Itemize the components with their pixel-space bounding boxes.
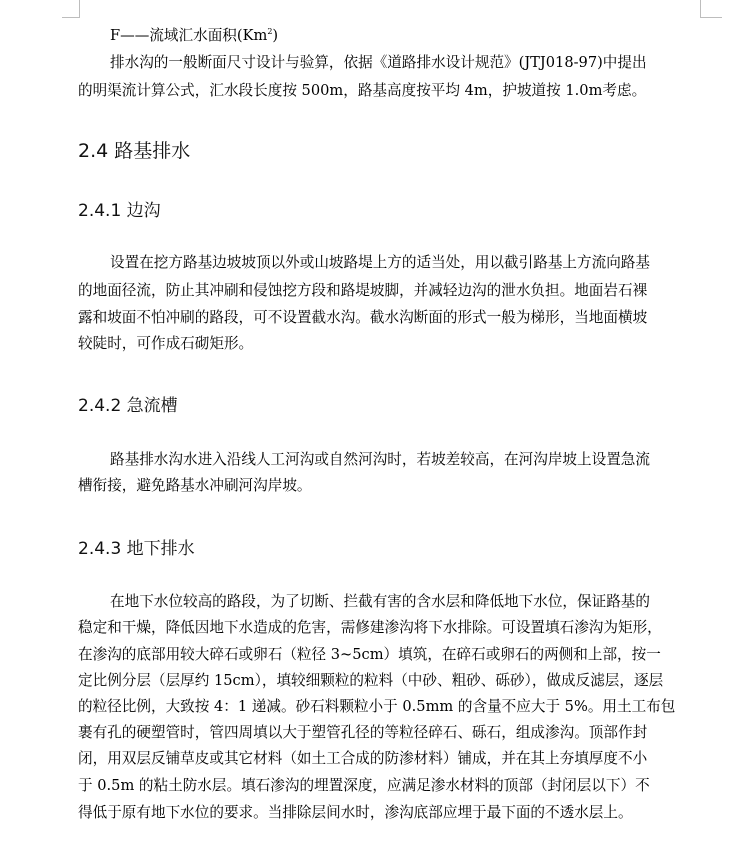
page-corner-mark	[700, 17, 722, 18]
paragraph-line: 在渗沟的底部用较大碎石或卵石（粒径 3~5cm）填筑，在碎石或卵石的两侧和上部，按一	[78, 646, 661, 663]
paragraph-line: 于 0.5m 的粘土防水层。填石渗沟的埋置深度，应满足渗水材料的顶部（封闭层以下）不	[78, 777, 650, 794]
section-heading-2-4-3: 2.4.3 地下排水	[78, 539, 195, 559]
paragraph-line: 的明渠流计算公式，汇水段长度按 500m，路基高度按平均 4m，护坡道按 1.0m考虑。	[78, 82, 647, 99]
page-corner-mark	[700, 0, 701, 17]
section-heading-2-4-2: 2.4.2 急流槽	[78, 396, 178, 416]
paragraph-line: 在地下水位较高的路段，为了切断、拦截有害的含水层和降低地下水位，保证路基的	[110, 593, 650, 610]
paragraph-line: 的粒径比例，大致按 4：1 递减。砂石料颗粒小于 0.5mm 的含量不应大于 5%。用土工布包	[78, 698, 676, 715]
paragraph-line: 较陡时，可作成石砌矩形。	[78, 335, 254, 352]
formula-note: F——流域汇水面积(Km$^2$)	[110, 27, 279, 44]
paragraph-line: 路基排水沟水进入沿线人工河沟或自然河沟时，若坡差较高，在河沟岸坡上设置急流	[110, 451, 650, 468]
paragraph-line: 设置在挖方路基边坡坡顶以外或山坡路堤上方的适当处，用以截引路基上方流向路基	[110, 254, 650, 271]
page-corner-mark	[79, 0, 80, 17]
paragraph-line: 裹有孔的硬塑管时，管四周填以大于塑管孔径的等粒径碎石、砾石，组成渗沟。顶部作封	[78, 724, 648, 741]
paragraph-line: 得低于原有地下水位的要求。当排除层间水时，渗沟底部应埋于最下面的不透水层上。	[78, 804, 633, 821]
paragraph-line: 的地面径流，防止其冲刷和侵蚀挖方段和路堤坡脚，并减轻边沟的泄水负担。地面岩石裸	[78, 282, 648, 299]
section-heading-2-4-1: 2.4.1 边沟	[78, 201, 161, 221]
page-corner-mark	[62, 17, 80, 18]
section-heading-2-4: 2.4 路基排水	[78, 140, 191, 162]
paragraph-line: 排水沟的一般断面尺寸设计与验算，依据《道路排水设计规范》(JTJ018-97)中提出	[110, 54, 647, 71]
paragraph-line: 定比例分层（层厚约 15cm），填较细颗粒的粒料（中砂、粗砂、砾砂），做成反滤层，逐层	[78, 672, 664, 689]
paragraph-line: 稳定和干燥，降低因地下水造成的危害，需修建渗沟将下水排除。可设置填石渗沟为矩形，	[78, 619, 662, 636]
paragraph-line: 露和坡面不怕冲刷的路段，可不设置截水沟。截水沟断面的形式一般为梯形，当地面横坡	[78, 309, 648, 326]
paragraph-line: 闭，用双层反铺草皮或其它材料（如土工合成的防渗材料）铺成，并在其上夯填厚度不小	[78, 750, 648, 767]
paragraph-line: 槽衔接，避免路基水冲刷河沟岸坡。	[78, 477, 312, 494]
